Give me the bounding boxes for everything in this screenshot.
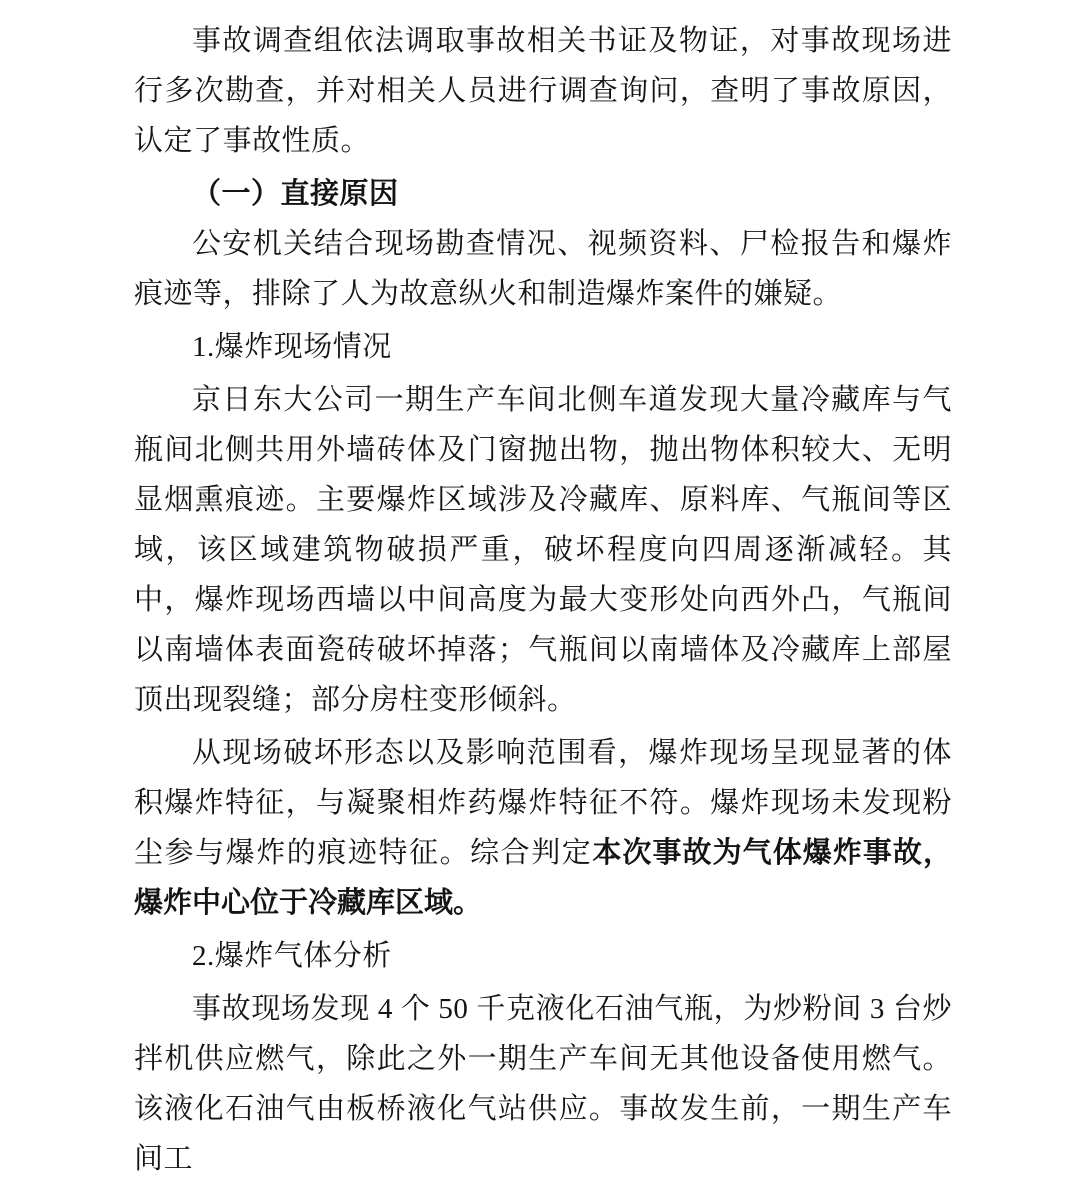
subheading-explosion-scene: 1.爆炸现场情况 [192,331,392,363]
paragraph-explosion-conclusion [134,728,952,928]
paragraph-police-findings: 公安机关结合现场勘查情况、视频资料、尸检报告和爆炸痕迹等，排除了人为故意纵火和制造爆炸案件的嫌疑。 [134,228,952,310]
heading-direct-cause: （一）直接原因 [192,178,399,210]
subheading-gas-analysis: 2.爆炸气体分析 [192,940,392,972]
explosion-conclusion-bold-text: 本次事故为气体爆炸事故，爆炸中心位于冷藏库区域。 [134,837,952,919]
report-body-text [134,16,952,1184]
explosion-conclusion-lead-text: 从现场破坏形态以及影响范围看，爆炸现场呈现显著的体积爆炸特征，与凝聚相炸药爆炸特征不符。爆炸现场未发现粉尘参与爆炸的痕迹特征。综合判定 [134,737,952,869]
paragraph-gas-supply: 事故现场发现 4 个 50 千克液化石油气瓶，为炒粉间 3 台炒拌机供应燃气，除此之外一期生产车间无其他设备使用燃气。该液化石油气由板桥液化气站供应。事故发生前，一期生产车间工 [134,993,952,1175]
paragraph-evidence-collection: 事故调查组依法调取事故相关书证及物证，对事故现场进行多次勘查，并对相关人员进行调查询问，查明了事故原因，认定了事故性质。 [134,25,952,157]
paragraph-scene-description: 京日东大公司一期生产车间北侧车道发现大量冷藏库与气瓶间北侧共用外墙砖体及门窗抛出物，抛出物体积较大、无明显烟熏痕迹。主要爆炸区域涉及冷藏库、原料库、气瓶间等区域，该区域建筑物破损严重，破坏程度向四周逐渐减轻。其中，爆炸现场西墙以中间高度为最大变形处向西外凸，气瓶间以南墙体表面瓷砖破坏掉落；气瓶间以南墙体及冷藏库上部屋顶出现裂缝；部分房柱变形倾斜。 [134,384,952,716]
